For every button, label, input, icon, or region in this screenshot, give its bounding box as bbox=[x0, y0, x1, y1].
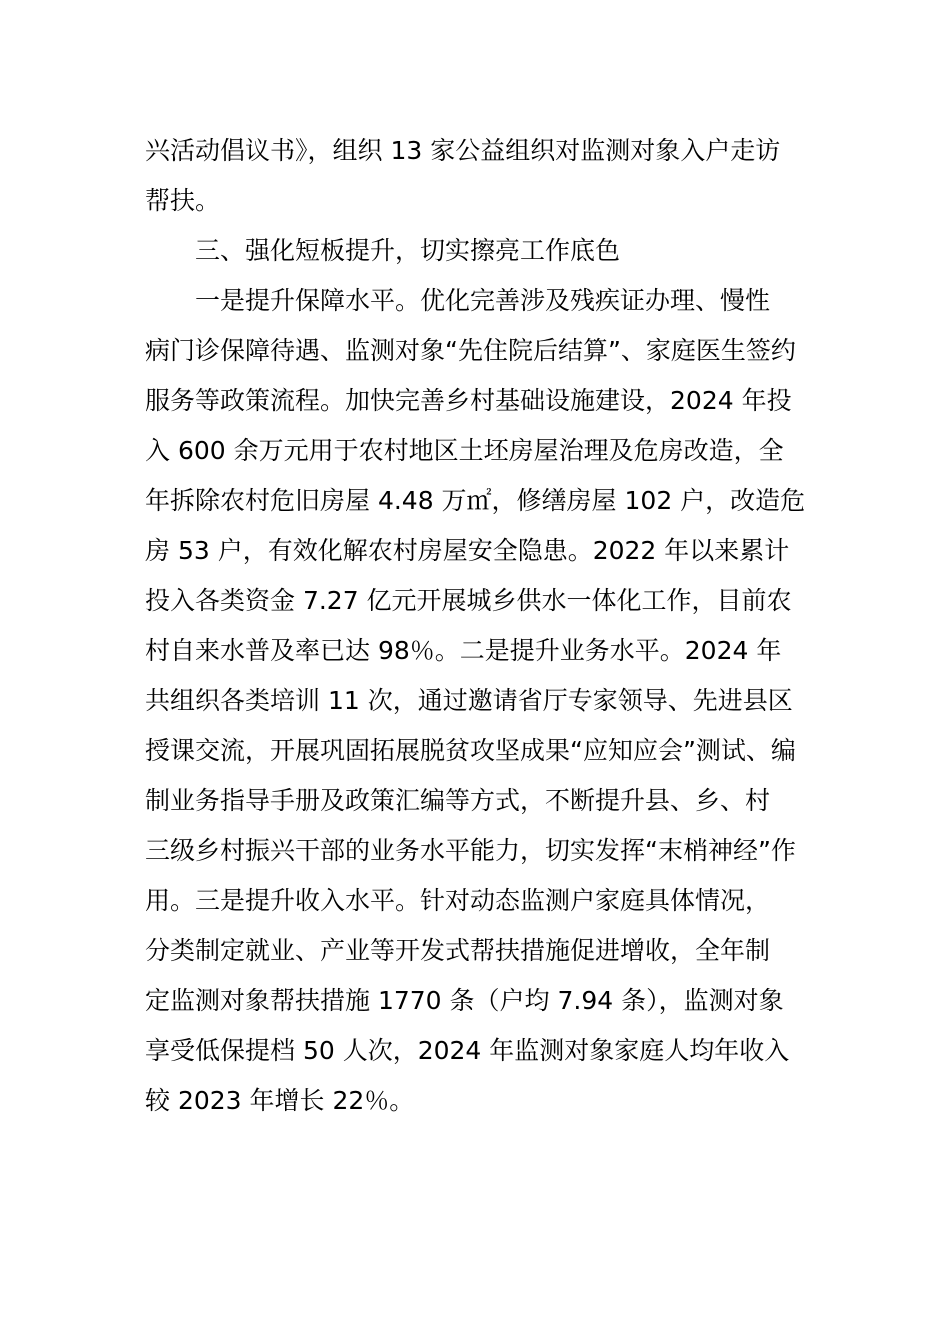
paragraph-line: 用。三是提升收入水平。针对动态监测户家庭具体情况， bbox=[145, 886, 771, 915]
paragraph-line: 投入各类资金 7.27 亿元开展城乡供水一体化工作，目前农 bbox=[145, 586, 792, 615]
paragraph-line: 分类制定就业、产业等开发式帮扶措施促进增收，全年制 bbox=[145, 936, 771, 965]
paragraph-line: 制业务指导手册及政策汇编等方式，不断提升县、乡、村 bbox=[145, 786, 771, 815]
paragraph-line: 服务等政策流程。加快完善乡村基础设施建设，2024 年投 bbox=[145, 386, 792, 415]
paragraph-line: 帮扶。 bbox=[145, 186, 221, 215]
paragraph-line: 入 600 余万元用于农村地区土坯房屋治理及危房改造，全 bbox=[145, 436, 784, 465]
paragraph-line: 村自来水普及率已达 98％。二是提升业务水平。2024 年 bbox=[145, 636, 782, 665]
paragraph-line: 房 53 户，有效化解农村房屋安全隐患。2022 年以来累计 bbox=[145, 536, 790, 565]
paragraph-line: 兴活动倡议书》，组织 13 家公益组织对监测对象入户走访 bbox=[145, 136, 781, 165]
section-heading: 三、强化短板提升，切实擦亮工作底色 bbox=[195, 236, 621, 265]
paragraph-line: 定监测对象帮扶措施 1770 条（户均 7.94 条），监测对象 bbox=[145, 986, 784, 1015]
paragraph-line: 共组织各类培训 11 次，通过邀请省厅专家领导、先进县区 bbox=[145, 686, 793, 715]
paragraph-line: 享受低保提档 50 人次，2024 年监测对象家庭人均年收入 bbox=[145, 1036, 790, 1065]
paragraph-line: 较 2023 年增长 22％。 bbox=[145, 1086, 415, 1115]
paragraph-line: 授课交流，开展巩固拓展脱贫攻坚成果“应知应会”测试、编 bbox=[145, 736, 796, 765]
paragraph-line: 病门诊保障待遇、监测对象“先住院后结算”、家庭医生签约 bbox=[145, 336, 796, 365]
paragraph-first-line: 一是提升保障水平。优化完善涉及残疾证办理、慢性 bbox=[195, 286, 771, 315]
paragraph-line: 三级乡村振兴干部的业务水平能力，切实发挥“末梢神经”作 bbox=[145, 836, 796, 865]
paragraph-line: 年拆除农村危旧房屋 4.48 万㎡，修缮房屋 102 户，改造危 bbox=[145, 486, 806, 515]
